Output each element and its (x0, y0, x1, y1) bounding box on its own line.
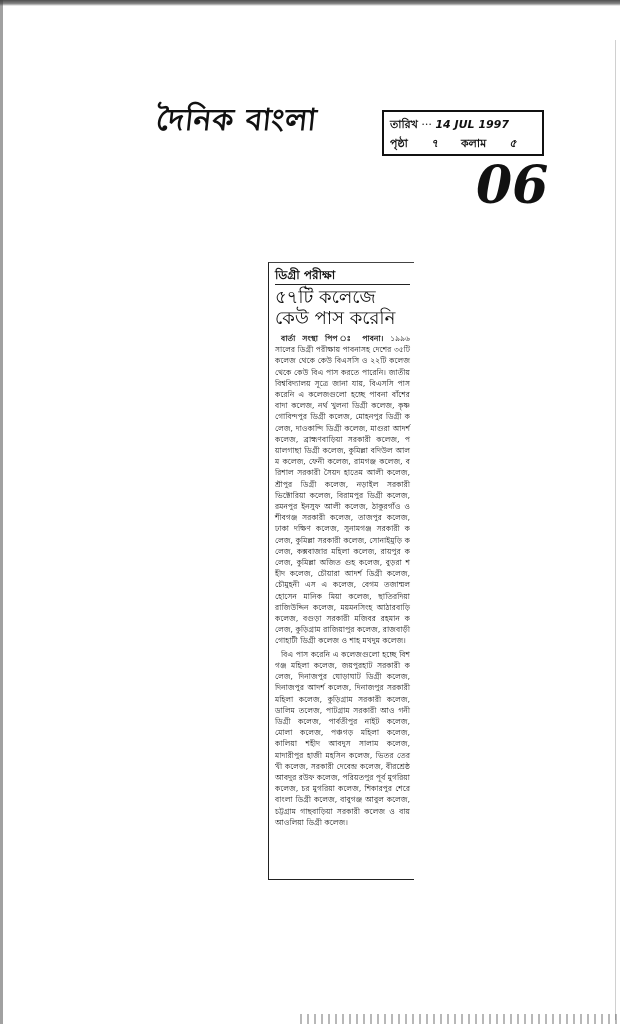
handwritten-number: 06 (476, 155, 549, 216)
kicker-divider (275, 284, 410, 285)
stamp-date-label: তারিখ (390, 118, 418, 131)
stamp-page-value: ৭ (430, 137, 438, 150)
article-kicker: ডিগ্রী পরীক্ষা (275, 268, 336, 282)
stamp-page-row (390, 134, 536, 153)
scan-noise (300, 1014, 620, 1024)
stamp-date-value: 14 JUL 1997 (435, 118, 509, 131)
stamp-page-label: পৃষ্ঠা (390, 137, 408, 150)
article-body (275, 333, 410, 828)
stamp-date-row (390, 115, 536, 134)
stamp-column-value: ৫ (509, 137, 517, 150)
article-paragraph-1-text: ১৯৯৬ সালের ডিগ্রী পরীক্ষায় পাবনাসহ দেশের ৩৫টি কলেজ থেকে কেউ বিএসসি ও ২২টি কলেজ থেকে কেউ বিএ পাস করতে পারেনি। জাতীয় বিশ্ববিদ্যালয় সূত্রে জানা যায়, বিএসসি পাস করেনি এ কলেজগুলো হচ্ছে পাবনা বাঁশেরবাদা কলেজ, নর্থ খুলনা ডিগ্রী কলেজ, কৃষ্ণ গোবিন্দপুর ডিগ্রী কলেজ, মোহনপুর ডিগ্রী কলেজ, দাওকান্দি ডিগ্রী কলেজ, মাগুরা আদর্শ কলেজ, ব্রাহ্মণবাড়িয়া সরকারী কলেজ, পয়ালগাছা ডিগ্রী কলেজ, কুমিল্লা বদিউল আলম কলেজ, ফেনী কলেজ, রামগঞ্জ কলেজ, বরিশাল সরকারী সৈয়দ হাতেম আলী কলেজ, শ্রীপুর ডিগ্রী কলেজ, নড়াইল সরকারী ভিক্টোরিয়া কলেজ, বিরামপুর ডিগ্রী কলেজ, রমনপুর ইনসুফ আলী কলেজ, ঠাকুরগাঁও ও শীবগঞ্জ সরকারী কলেজ, তাজপুর কলেজ, ঢাকা দক্ষিণ কলেজ, সুনামগঞ্জ সরকারী কলেজ, কুমিল্লা সরকারী কলেজ, সোনাইমুড়ি কলেজ, কক্সবাজার মহিলা কলেজ, রায়পুর কলেজ, কুমিল্লা অজিত গুহ কলেজ, বুড়রা শহীদ কলেজ, চৌয়ারা আদর্শ ডিগ্রী কলেজ, চৌমুহনী এস এ কলেজ, বেগম তজাম্মল হোসেন মানিক মিয়া কলেজ, ছাতিরদিয়া রাজিউদ্দিন কলেজ, ময়মনসিংহ আঠারবাড়ি কলেজ, বগুড়া সরকারী মজিবর রহমান কলেজ, কুড়িগ্রাম রাজিয়াপুর কলেজ, রাজবাড়ী গোহাটী ডিগ্রী কলেজ ও শাহ মখদুম কলেজ। (275, 334, 410, 646)
news-clipping (268, 262, 414, 880)
article-paragraph (275, 333, 410, 647)
archive-stamp (382, 110, 544, 156)
stamp-column-label: কলাম (460, 137, 487, 150)
page-edge-left (0, 0, 3, 1024)
article-dateline: বার্তা সংস্থা পিপ ঃ পাবনা। (281, 334, 384, 343)
article-paragraph-2-text: বিএ পাস করেনি এ কলেজগুলো হচ্ছে বিশগঞ্জ মহিলা কলেজ, জয়পুরহাট সরকারী কলেজ, দিনাজপুর ঘোড়াঘাট ডিগ্রী কলেজ, দিনাজপুর আদর্শ কলেজ, দিনাজপুর সরকারী মহিলা কলেজ, কুড়িগ্রাম সরকারী কলেজ, ডালিম তলেজ, পাটগ্রাম সরকারী আও গনী ডিগ্রী কলেজ, পার্বতীপুর নাইট কলেজ, মোলা কলেজ, পঞ্চগড় মহিলা কলেজ, কালিয়া শহীদ আবদুস সালাম কলেজ, মাদারীপুর হাজী মহসিন কলেজ, ভিতর তেরখী কলেজ, সরকারী দেবেন্দ্র কলেজ, বীরশ্রেষ্ঠ আবদুর রউফ কলেজ, পরিয়তপুর পূর্ব মুগরিয়া কলেজ, চর মুগরিয়া কলেজ, শিকারপুর শেরে বাংলা ডিগ্রী কলেজ, বাবুগঞ্জ আবুল কলেজ, চট্টগ্রাম গাছবাড়িয়া সরকারী কলেজ ও বায় আওলিয়া ডিগ্রী কলেজ। (275, 649, 410, 827)
page-edge-top (0, 0, 620, 6)
newspaper-masthead: দৈনিক বাংলা (154, 103, 320, 138)
article-headline: ৫৭টি কলেজে কেউ পাস করেনি (275, 287, 396, 329)
page-edge-right (615, 40, 616, 1020)
article-paragraph (275, 649, 410, 828)
stamp-dots: ··· (421, 118, 432, 131)
